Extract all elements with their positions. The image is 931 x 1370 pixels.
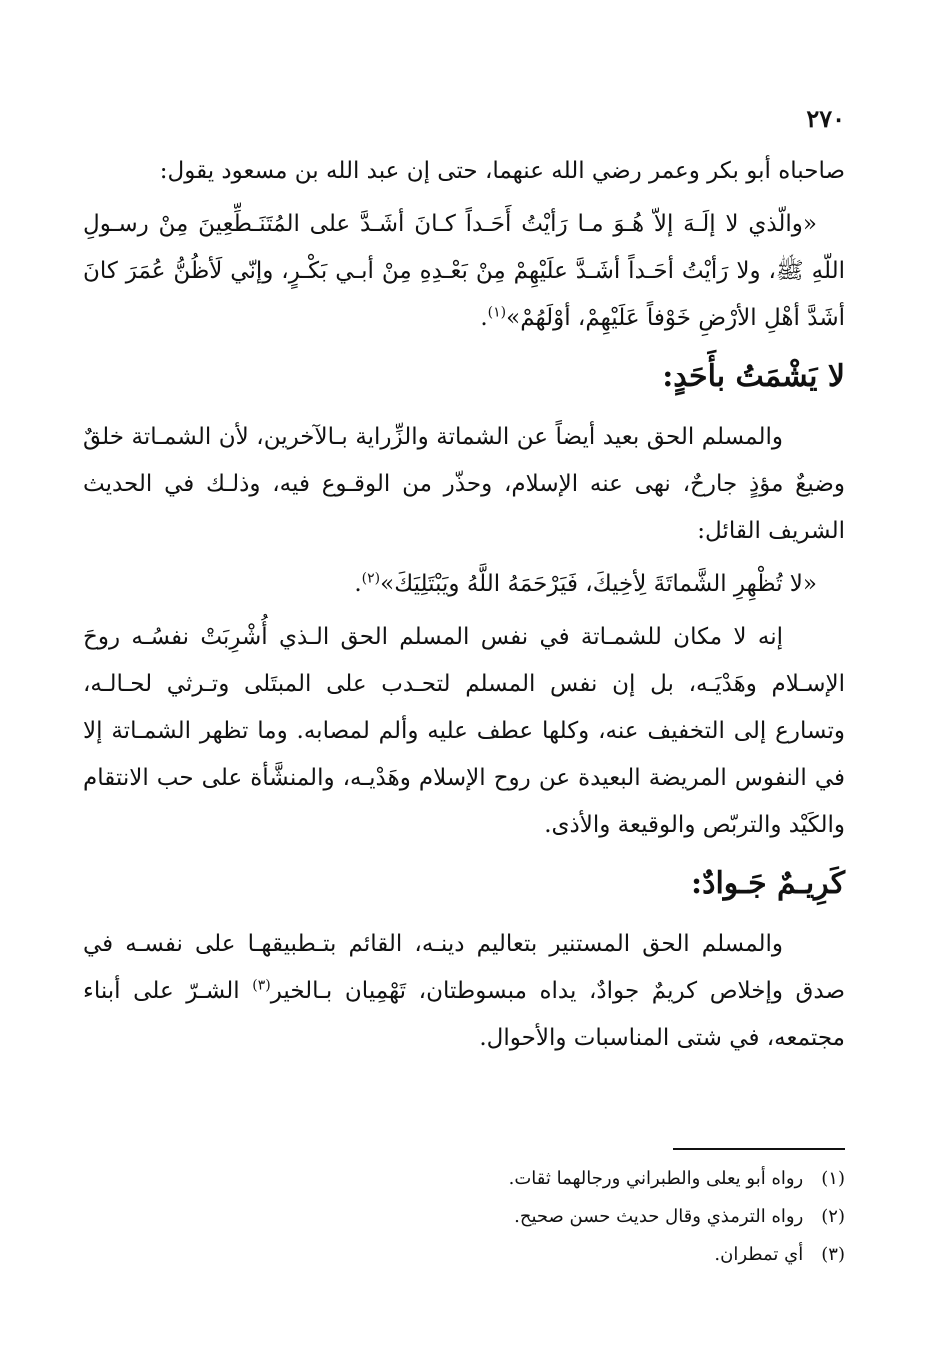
section-heading-1: لا يَشْمَتُ بأَحَدٍ: xyxy=(662,359,845,394)
footnote-number: (١) xyxy=(821,1168,845,1189)
quote-end: . xyxy=(480,305,488,331)
paragraph-6-part-a: والمسلم الحق المستنير بتعاليم دينـه، القائم بتـطبيقهـا على نفسـه في صدق وإخلاص كريمٌ جوادٌ، يداه مبسوطتان، تَهْمِيان بـالخير xyxy=(83,931,845,1004)
footnote-1 xyxy=(83,1160,845,1198)
paragraph-6-part-b: الشـرّ على أبناء مجتمعه، في شتى المناسبات والأحوال. xyxy=(83,978,845,1051)
footnote-text: أي تمطران. xyxy=(714,1244,804,1265)
footnote-text: رواه أبو يعلى والطبراني ورجالهما ثقات. xyxy=(508,1168,804,1189)
footnote-text: رواه الترمذي وقال حديث حسن صحيح. xyxy=(514,1206,804,1227)
quote-text: «والّذي لا إلَـهَ إلاّ هُـوَ مـا رَأيْتُ أَحَـداً كـانَ أشَـدَّ على المُتَنَـطِّعِينَ مِنْ رسـولِ اللّهِ ﷺ، ولا رَأيْتُ أحَـداً أشَـدَّ علَيْهِمْ مِنْ بَعْـدِهِ مِنْ أبـي بَكْـرٍ، وإنّي لَأظُنُّ عُمَرَ كانَ أشَدَّ أهْلِ الأرْضِ خَوْفاً عَلَيْهِمْ، أوْلَهُمْ» xyxy=(83,211,845,331)
footnote-number: (٣) xyxy=(821,1244,845,1265)
footnote-divider xyxy=(673,1148,845,1150)
paragraph-1: صاحباه أبو بكر وعمر رضي الله عنهما، حتى إن عبد الله بن مسعود يقول: xyxy=(159,158,845,184)
paragraph-2-quote xyxy=(83,201,845,342)
footnote-ref-1: (١) xyxy=(487,304,507,321)
hadith-end: . xyxy=(354,571,362,597)
paragraph-5: إنه لا مكان للشمـاتة في نفس المسلم الحق الـذي أُشْرِبَتْ نفسُـه روحَ الإسـلام وهَدْيَـه، بل إن نفس المسلم لتحـدب على المبتَلى وتـرثي لحـالـه، وتسارع إلى التخفيف عنه، وكلها عطف عليه وألم لمصابه. وما تظهر الشمـاتة إلا في النفوس المريضة البعيدة عن روح الإسلام وهَدْيـه، والمنشَّأة على حب الانتقام والكَيْد والتربّص والوقيعة والأذى. xyxy=(83,624,845,838)
main-text xyxy=(83,148,845,1068)
hadith-text: «لا تُظْهِرِ الشَّماتَةَ لِأخِيكَ، فَيَرْحَمَهُ اللَّهُ ويَبْتَلِيَكَ» xyxy=(380,571,817,597)
footnote-ref-3: (٣) xyxy=(252,977,271,994)
paragraph-3: والمسلم الحق بعيد أيضاً عن الشماتة والزِّراية بـالآخرين، لأن الشمـاتة خلقٌ وضيعٌ مؤذٍ جارحٌ، نهى عنه الإسلام، وحذّر من الوقـوع فيه، وذلـك في الحديث الشريف القائل: xyxy=(83,424,845,544)
footnote-2 xyxy=(83,1198,845,1236)
footnote-3 xyxy=(83,1236,845,1274)
footnote-ref-2: (٢) xyxy=(361,570,381,587)
footnotes xyxy=(83,1160,845,1274)
paragraph-4-hadith xyxy=(83,561,845,608)
paragraph-6 xyxy=(83,921,845,1062)
page-number: ٢٧٠ xyxy=(806,104,845,133)
footnote-number: (٢) xyxy=(821,1206,845,1227)
section-heading-2: كَرِيـمٌ جَـوادٌ: xyxy=(691,866,845,901)
